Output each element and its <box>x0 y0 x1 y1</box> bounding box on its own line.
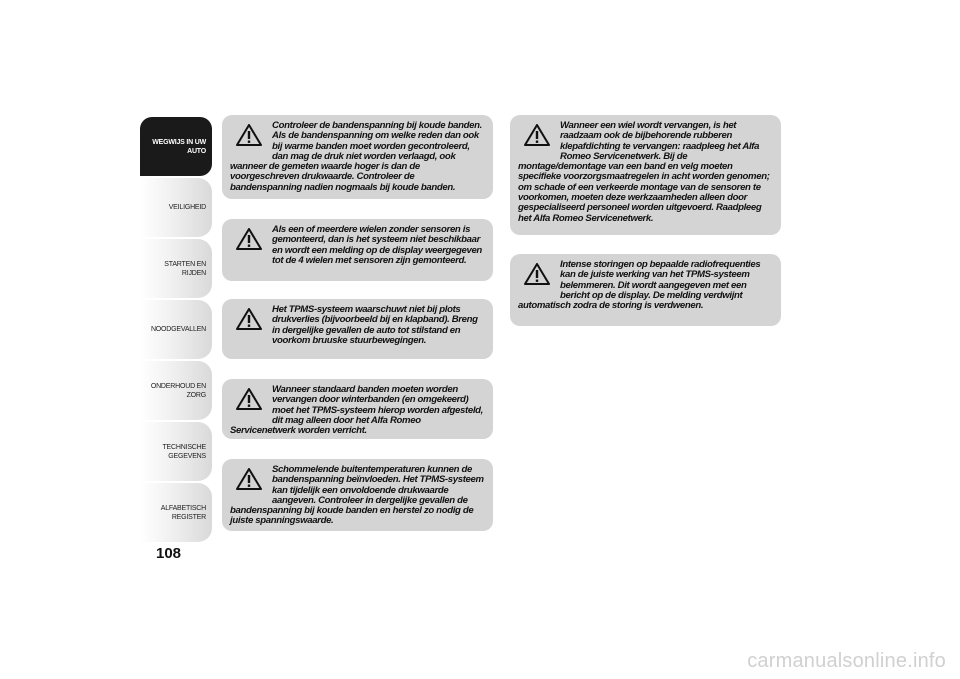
warning-triangle-icon <box>518 124 552 152</box>
tab-label: NOODGEVALLEN <box>150 326 206 333</box>
warning-text: Wanneer standaard banden moeten worden vervangen door winterbanden (en omgekeerd) moet het TPMS-systeem hierop worden afgesteld, dit mag alleen door het Alfa Romeo Servicenetwerk worden verricht. <box>230 384 483 437</box>
chapter-tabs <box>140 117 212 544</box>
tab-wegwijs-in-uw-auto[interactable] <box>140 117 212 176</box>
warning-box <box>222 219 493 281</box>
warning-triangle-icon <box>230 124 264 152</box>
tab-alfabetisch-register[interactable] <box>140 483 212 542</box>
warning-triangle-icon <box>230 308 264 336</box>
tab-starten-en-rijden[interactable] <box>140 239 212 298</box>
tab-label: VEILIGHEID <box>168 204 206 211</box>
tab-label: WEGWIJS IN UW AUTO <box>152 138 206 155</box>
warning-text: Schommelende buitentemperaturen kunnen de bandenspanning beïnvloeden. Het TPMS-systeem kan tijdelijk een onvoldoende drukwaarde aangeven. Controleer in dergelijke gevallen de bandenspanning bij koude banden en herstel zo nodig de juiste spanningswaarde. <box>230 464 484 527</box>
tab-label: ALFABETISCH REGISTER <box>160 504 206 521</box>
warning-box <box>222 115 493 199</box>
tab-noodgevallen[interactable] <box>140 300 212 359</box>
tab-label: TECHNISCHE GEGEVENS <box>162 443 206 460</box>
warning-text: Wanneer een wiel wordt vervangen, is het raadzaam ook de bijbehorende rubberen klepafdichting te vervangen: raadpleeg het Alfa Romeo Servicenetwerk. Bij de montage/demontage van een band en velg moeten specifieke voorzorgsmaatregelen in acht worden genomen; om schade of een verkeerde montage van de sensoren te voorkomen, moeten deze werkzaamheden alleen door gespecialiseerd personeel worden uitgevoerd. Raadpleeg het Alfa Romeo Servicenetwerk. <box>518 120 770 224</box>
warning-box <box>222 379 493 439</box>
warning-triangle-icon <box>230 228 264 256</box>
tab-technische-gegevens[interactable] <box>140 422 212 481</box>
warning-box <box>510 254 781 326</box>
page-number: 108 <box>156 545 182 562</box>
tab-onderhoud-en-zorg[interactable] <box>140 361 212 420</box>
watermark: carmanualsonline.info <box>747 650 946 672</box>
warning-triangle-icon <box>518 263 552 291</box>
tab-veiligheid[interactable] <box>140 178 212 237</box>
warning-triangle-icon <box>230 468 264 496</box>
warning-text: Intense storingen op bepaalde radiofrequenties kan de juiste werking van het TPMS-systeem belemmeren. Dit wordt aangegeven met een bericht op de display. De melding verdwijnt automatisch zodra de storing is verdwenen. <box>518 259 761 312</box>
warning-text: Als een of meerdere wielen zonder sensoren is gemonteerd, dan is het systeem niet beschikbaar en wordt een melding op de display weergegeven tot de 4 wielen met sensoren zijn gemonteerd. <box>272 224 482 266</box>
warning-text: Controleer de bandenspanning bij koude banden. Als de bandenspanning om welke reden dan ook bij warme banden moet worden gecontroleerd, dan mag de druk niet worden verlaagd, ook wanneer de gemeten waarde hoger is dan de voorgeschreven drukwaarde. Controleer de bandenspanning nadien nogmaals bij koude banden. <box>230 120 482 193</box>
tab-label: ONDERHOUD EN ZORG <box>150 382 206 399</box>
warning-text: Het TPMS-systeem waarschuwt niet bij plots drukverlies (bijvoorbeeld bij en klapband). Breng in dergelijke gevallen de auto tot stilstand en voorkom bruuske stuurbewegingen. <box>272 304 478 346</box>
warning-box <box>222 299 493 359</box>
warning-box <box>510 115 781 235</box>
tab-label: STARTEN EN RIJDEN <box>164 260 206 277</box>
warning-box <box>222 459 493 531</box>
warning-triangle-icon <box>230 388 264 416</box>
